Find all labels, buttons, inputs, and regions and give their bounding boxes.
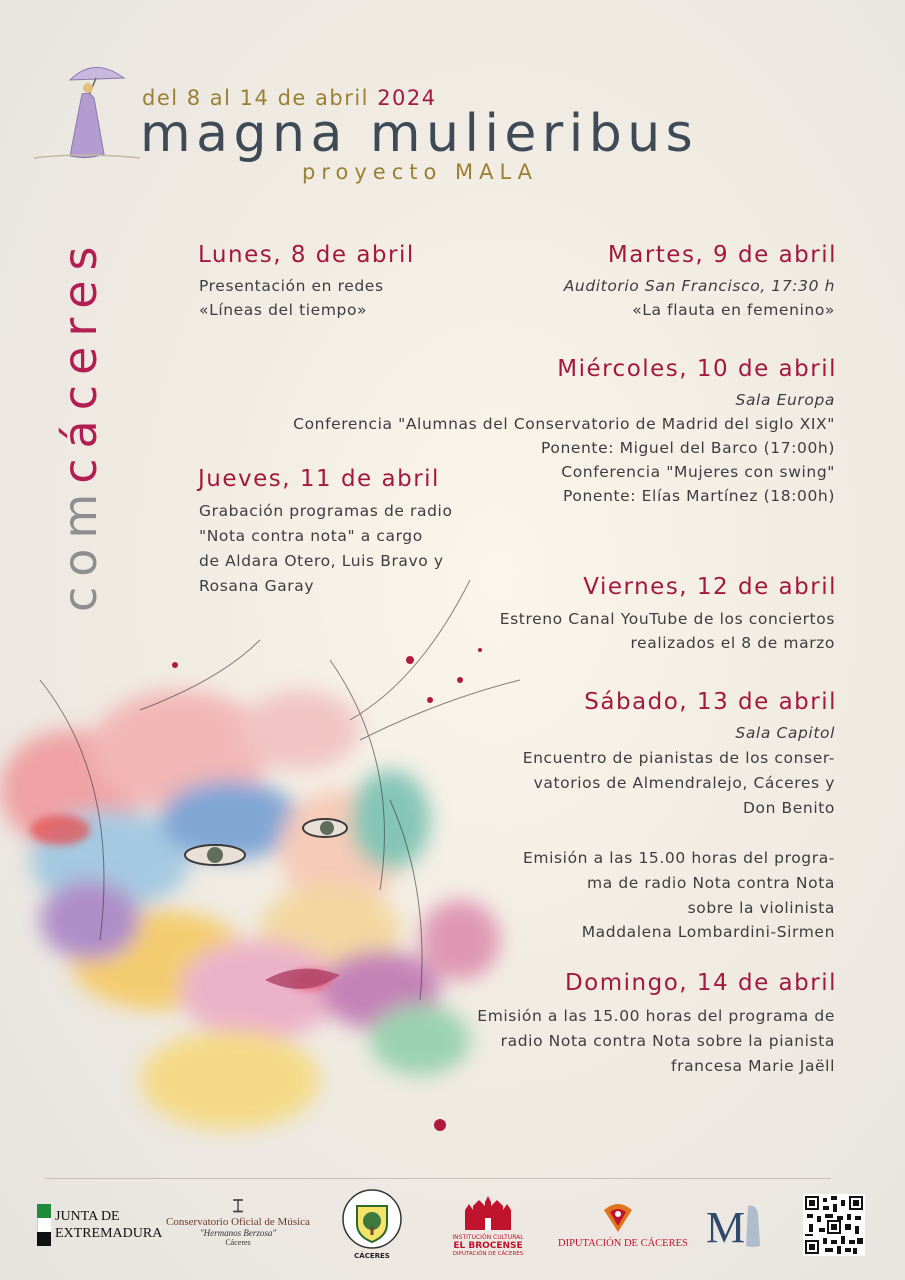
miercoles-line-1: Conferencia "Alumnas del Conservatorio de Madrid del siglo XIX" bbox=[293, 415, 835, 433]
diputacion-caption: DIPUTACIÓN DE CÁCERES bbox=[558, 1238, 688, 1249]
day-jueves: Jueves, 11 de abril bbox=[198, 466, 440, 492]
miercoles-line-4: Ponente: Elías Martínez (18:00h) bbox=[563, 487, 835, 505]
main-title: magna mulieribus bbox=[140, 104, 699, 164]
domingo-line-3: francesa Marie Jaëll bbox=[671, 1057, 835, 1075]
conservatorio-line-2: "Hermanos Berzosa" bbox=[199, 1228, 277, 1238]
day-sabado: Sábado, 13 de abril bbox=[584, 689, 837, 715]
martes-venue: Auditorio San Francisco, 17:30 h bbox=[563, 277, 835, 295]
svg-text:M: M bbox=[706, 1203, 746, 1252]
qr-code-icon[interactable] bbox=[803, 1194, 865, 1256]
brocense-line-3: DIPUTACIÓN DE CÁCERES bbox=[452, 1251, 524, 1257]
residencia-universitaria-badge bbox=[338, 1188, 406, 1266]
vertical-prefix: com bbox=[53, 483, 107, 612]
viernes-line-1: Estreno Canal YouTube de los conciertos bbox=[499, 610, 835, 628]
miercoles-venue: Sala Europa bbox=[735, 391, 835, 409]
day-lunes: Lunes, 8 de abril bbox=[198, 242, 415, 268]
day-viernes: Viernes, 12 de abril bbox=[583, 574, 837, 600]
brocense-line-1: INSTITUCIÓN CULTURAL bbox=[452, 1234, 524, 1241]
domingo-line-1: Emisión a las 15.00 horas del programa de bbox=[477, 1007, 835, 1025]
brocense-line-2: EL BROCENSE bbox=[453, 1241, 523, 1251]
lunes-line-1: Presentación en redes bbox=[199, 277, 384, 295]
lunes-line-2: «Líneas del tiempo» bbox=[199, 301, 368, 319]
domingo-line-2: radio Nota contra Nota sobre la pianista bbox=[500, 1032, 835, 1050]
jueves-line-1: Grabación programas de radio bbox=[199, 502, 453, 520]
day-miercoles: Miércoles, 10 de abril bbox=[557, 356, 837, 382]
martes-line-1: «La flauta en femenino» bbox=[632, 301, 835, 319]
conservatorio-line-3: Cáceres bbox=[225, 1238, 251, 1247]
conservatorio-logo bbox=[162, 1196, 314, 1247]
junta-line-2: EXTREMADURA bbox=[55, 1226, 163, 1241]
junta-line-1: JUNTA DE bbox=[55, 1209, 120, 1224]
viernes-line-2: realizados el 8 de marzo bbox=[630, 634, 835, 652]
miercoles-line-2: Ponente: Miguel del Barco (17:00h) bbox=[540, 439, 835, 457]
year-text: 2024 bbox=[377, 86, 437, 110]
diputacion-logo bbox=[558, 1202, 688, 1249]
watercolor-face-illustration bbox=[0, 560, 560, 1180]
jueves-line-2: "Nota contra nota" a cargo bbox=[199, 527, 423, 545]
sabado-line-1: Encuentro de pianistas de los conser- bbox=[522, 749, 835, 767]
sabado-line-6: sobre la violinista bbox=[687, 899, 835, 917]
shield-icon bbox=[341, 1188, 403, 1250]
vertical-accent: cáceres bbox=[53, 236, 107, 484]
day-domingo: Domingo, 14 de abril bbox=[564, 970, 837, 996]
residencia-caption: CÁCERES bbox=[354, 1252, 390, 1260]
extremadura-flag-icon bbox=[37, 1204, 51, 1246]
mala-project-logo bbox=[704, 1202, 766, 1252]
sabado-line-2: vatorios de Almendralejo, Cáceres y bbox=[533, 774, 835, 792]
conservatorio-emblem-icon: ⌶ bbox=[232, 1196, 244, 1216]
jueves-line-4: Rosana Garay bbox=[199, 577, 315, 595]
footer-divider bbox=[45, 1178, 831, 1179]
subtitle: proyecto MALA bbox=[302, 160, 539, 184]
dates-text: del 8 al 14 de abril bbox=[142, 86, 369, 110]
sabado-line-7: Maddalena Lombardini-Sirmen bbox=[581, 923, 835, 941]
woman-umbrella-logo bbox=[32, 58, 142, 166]
sabado-line-4: Emisión a las 15.00 horas del progra- bbox=[523, 849, 835, 867]
jueves-line-3: de Aldara Otero, Luis Bravo y bbox=[199, 552, 444, 570]
sabado-line-3: Don Benito bbox=[742, 799, 835, 817]
sabado-venue: Sala Capitol bbox=[735, 724, 835, 742]
miercoles-line-3: Conferencia "Mujeres con swing" bbox=[561, 463, 835, 481]
junta-extremadura-logo bbox=[37, 1204, 162, 1246]
castle-icon bbox=[461, 1196, 515, 1230]
vertical-brand bbox=[53, 237, 107, 613]
brocense-logo bbox=[450, 1196, 526, 1257]
day-martes: Martes, 9 de abril bbox=[607, 242, 837, 268]
diputacion-emblem-icon bbox=[600, 1202, 636, 1232]
conservatorio-line-1: Conservatorio Oficial de Música bbox=[166, 1216, 310, 1228]
sabado-line-5: ma de radio Nota contra Nota bbox=[587, 874, 835, 892]
